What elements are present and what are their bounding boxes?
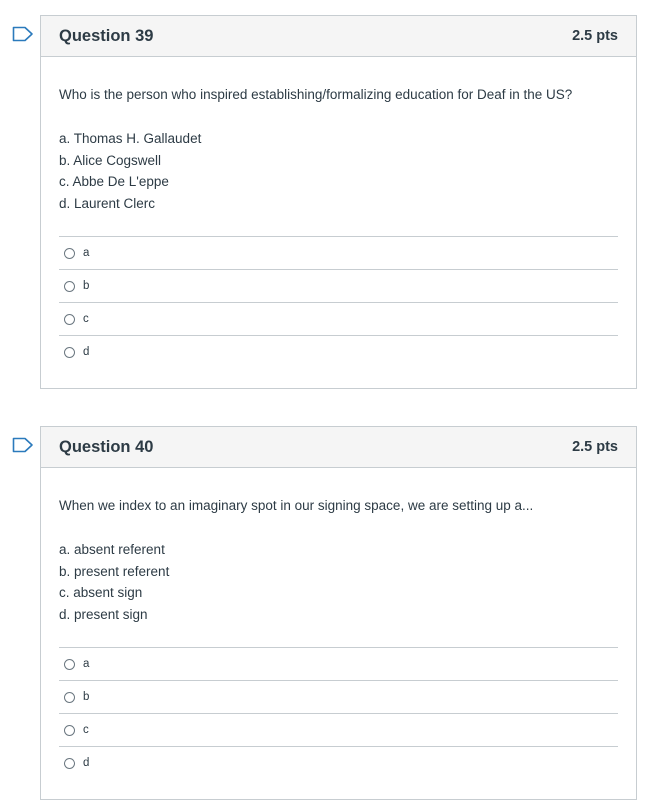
question-40 — [40, 426, 637, 800]
option-text: a. Thomas H. Gallaudet — [59, 131, 202, 146]
answer-list — [59, 647, 618, 779]
option-text: d. Laurent Clerc — [59, 195, 156, 211]
question-options — [59, 539, 618, 625]
option-text: b. present referent — [59, 563, 170, 579]
answer-label: c — [83, 313, 89, 325]
flag-question-icon[interactable] — [12, 26, 34, 42]
option-text: c. absent sign — [59, 585, 143, 600]
flag-question-icon[interactable] — [12, 437, 34, 453]
radio-button[interactable] — [64, 314, 75, 325]
question-title: Question 39 — [59, 26, 154, 45]
answer-choice-b[interactable] — [59, 269, 618, 302]
answer-label: c — [83, 724, 89, 736]
radio-button[interactable] — [64, 281, 75, 292]
radio-button[interactable] — [64, 248, 75, 259]
answer-choice-d[interactable] — [59, 335, 618, 368]
question-header — [41, 427, 636, 468]
radio-button[interactable] — [64, 659, 75, 670]
question-options — [59, 128, 618, 214]
option-text: b. Alice Cogswell — [59, 152, 162, 168]
radio-button[interactable] — [64, 692, 75, 703]
answer-choice-c[interactable] — [59, 713, 618, 746]
question-title: Question 40 — [59, 437, 154, 456]
radio-button[interactable] — [64, 347, 75, 358]
question-39 — [40, 15, 637, 389]
answer-label: a — [83, 658, 90, 670]
answer-list — [59, 236, 618, 368]
question-header — [41, 16, 636, 57]
question-text: When we index to an imaginary spot in our signing space, we are setting up a... — [59, 498, 534, 513]
answer-choice-d[interactable] — [59, 746, 618, 779]
question-body — [41, 57, 636, 368]
option-text: c. Abbe De L'eppe — [59, 174, 169, 189]
option-text: d. present sign — [59, 606, 148, 622]
question-points: 2.5 pts — [572, 439, 618, 455]
answer-choice-a[interactable] — [59, 647, 618, 680]
radio-button[interactable] — [64, 725, 75, 736]
question-text: Who is the person who inspired establishing/formalizing education for Deaf in the US? — [59, 87, 573, 102]
answer-label: a — [83, 247, 90, 259]
option-text: a. absent referent — [59, 542, 165, 557]
question-points: 2.5 pts — [572, 28, 618, 44]
answer-label: d — [83, 346, 90, 358]
answer-label: b — [83, 280, 90, 292]
answer-choice-c[interactable] — [59, 302, 618, 335]
answer-label: b — [83, 691, 90, 703]
answer-choice-b[interactable] — [59, 680, 618, 713]
radio-button[interactable] — [64, 758, 75, 769]
question-body — [41, 468, 636, 779]
answer-label: d — [83, 757, 90, 769]
answer-choice-a[interactable] — [59, 236, 618, 269]
